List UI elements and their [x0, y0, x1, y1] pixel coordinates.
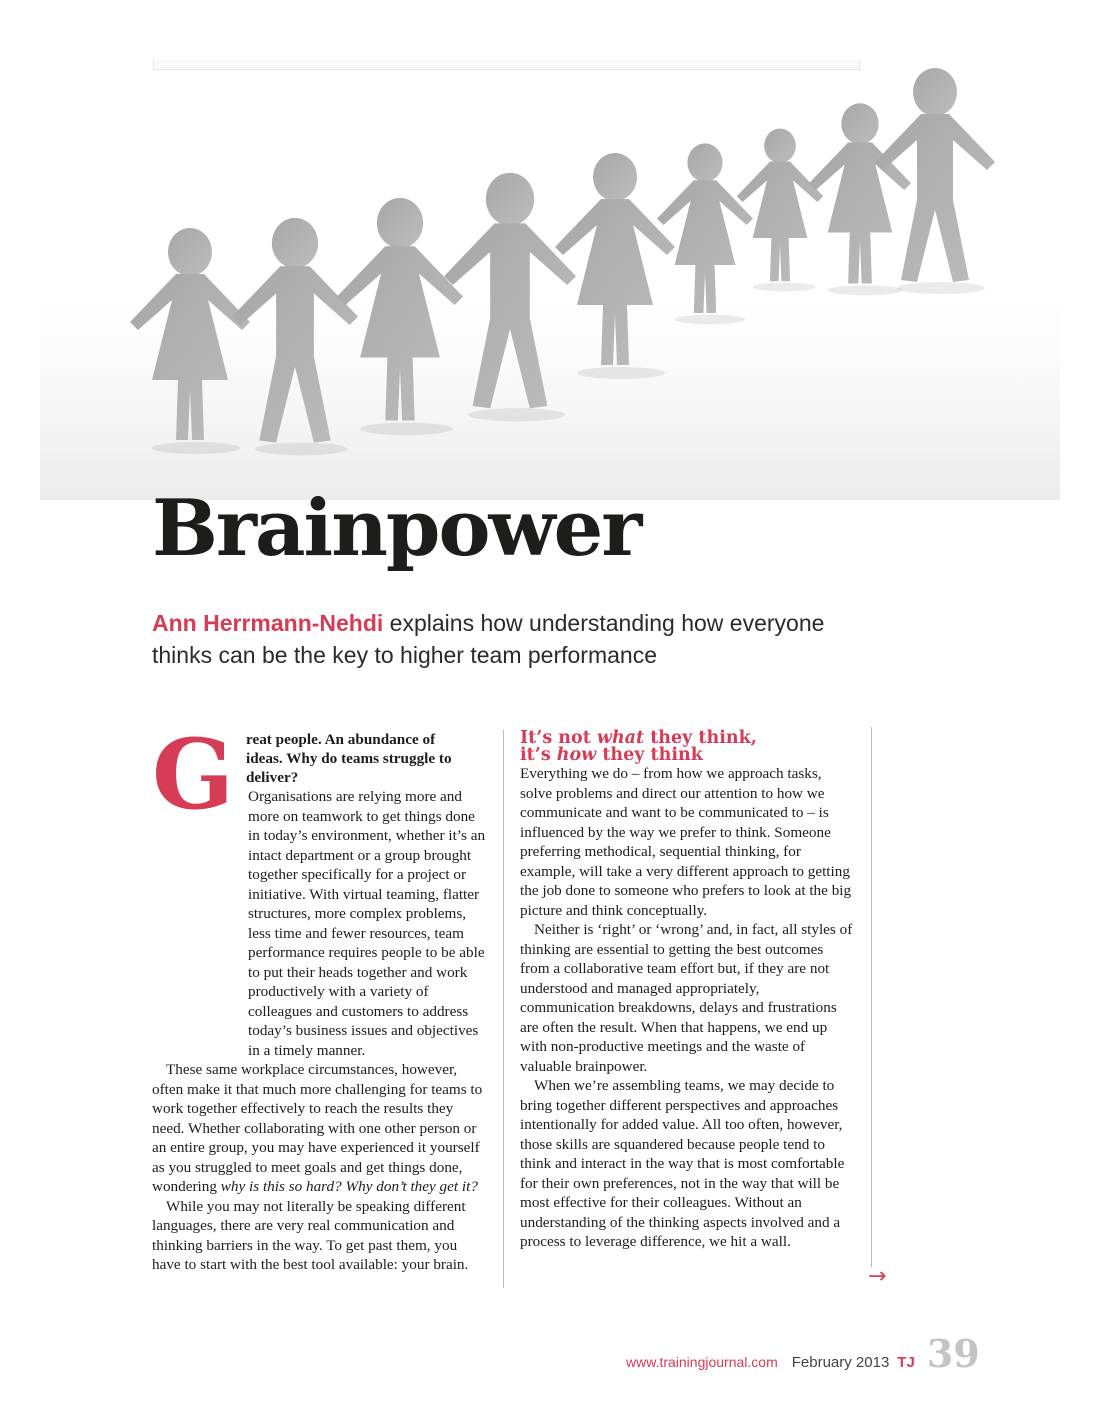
footer-magazine-logo: TJ	[897, 1354, 915, 1371]
body-text: These same workplace circumstances, however, often make it that much more challenging for teams to work together effectively to reach the results they need. Whether collaborating with one other person or an entire group, you may have experienced it yourself as you struggled to meet goals and get things done, wondering	[152, 1061, 483, 1195]
paper-figure-icon	[657, 143, 753, 324]
paper-figure-icon	[232, 218, 358, 455]
body-paragraph: Neither is ‘right’ or ‘wrong’ and, in fact, all styles of thinking are essential to getting the best outcomes from a collaborative team effort but, if they are not understood and managed appropriately, communication breakdowns, delays and frustrations are often the result. When that happens, we end up with non-productive meetings and the waste of valuable brainpower.	[520, 921, 853, 1075]
paper-figure-icon	[444, 173, 576, 422]
paper-people-illustration	[40, 60, 1060, 500]
body-italic: why is this so hard? Why don’t they get it?	[220, 1178, 478, 1195]
column-divider	[503, 730, 504, 1288]
page-footer	[626, 1331, 980, 1376]
body-paragraph	[152, 1060, 487, 1197]
standfirst	[152, 607, 872, 671]
body-paragraph: While you may not literally be speaking different languages, there are very real communication and thinking barriers in the way. To get past them, you have to start with the best tool available: your brain.	[152, 1197, 469, 1273]
article-column-left	[152, 718, 487, 1275]
article-column-right	[520, 730, 855, 1252]
top-rule	[153, 60, 860, 70]
drop-cap: G	[152, 718, 234, 831]
standfirst-text: explains how understanding how everyone thinks can be the key to higher team performance	[152, 610, 825, 668]
page-number: 39	[926, 1331, 980, 1376]
paper-figure-icon	[737, 129, 823, 292]
author-name: Ann Herrmann-Nehdi	[152, 610, 384, 636]
lead-paragraph: reat people. An abundance of ideas. Why do teams struggle to deliver?	[245, 731, 452, 786]
footer-url: www.trainingjournal.com	[626, 1354, 778, 1370]
body-paragraph: When we’re assembling teams, we may decide to bring together different perspectives and approaches intentionally for added value. All too often, however, those skills are squandered because people tend to think and interact in the way that is most comfortable for their own preferences, not in the way that will be most effective for their colleagues. Without an understanding of the thinking aspects involved and a process to leverage difference, we hit a wall.	[520, 1077, 845, 1250]
subheading: It’s not what they think, it’s how they think	[520, 728, 757, 765]
page-title: Brainpower	[152, 483, 641, 574]
column-divider-right	[871, 727, 872, 1267]
paper-figure-icon	[130, 228, 250, 454]
body-paragraph: Organisations are relying more and more on teamwork to get things done in today’s environment, whether it’s an intact department or a group brought together specifically for a project or initiative. With virtual teaming, flatter structures, more complex problems, less time and fewer resources, team performance requires people to be able to put their heads together and work productively with a variety of colleagues and customers to address today’s business issues and objectives in a timely manner.	[248, 788, 486, 1059]
paper-figure-icon	[809, 103, 911, 295]
footer-date: February 2013	[791, 1354, 890, 1371]
continue-arrow-icon: →	[868, 1264, 887, 1289]
paper-figure-icon	[875, 68, 995, 294]
paper-figure-icon	[555, 153, 675, 379]
paper-people-chain-image	[40, 60, 1060, 500]
body-paragraph: Everything we do – from how we approach tasks, solve problems and direct our attention to how we communicate and want to be communicated to – is influenced by the way we prefer to think. Someone preferring methodical, sequential thinking, for example, will take a very different approach to getting the job done to someone who prefers to look at the big picture and think conceptually.	[520, 765, 852, 919]
